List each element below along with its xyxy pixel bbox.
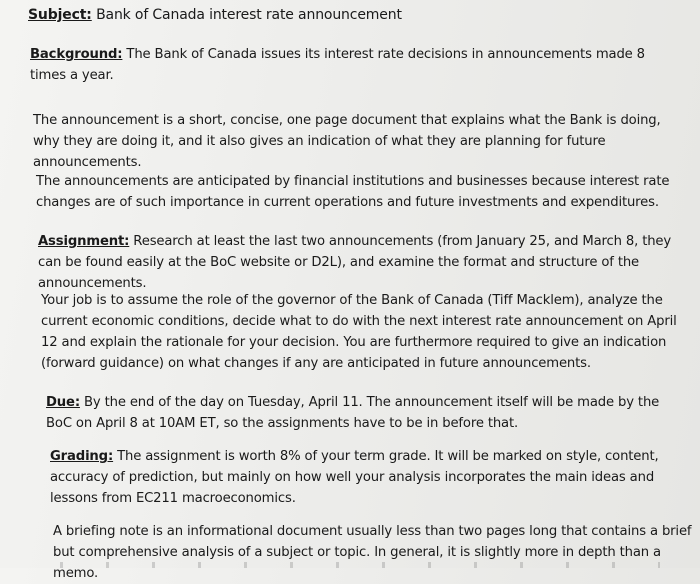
job-paragraph: Your job is to assume the role of the governor of the Bank of Canada (Tiff Macklem), analyze the current economic conditions, decide what to do with the next interest rate announcement on April 12 and explain the rationale for your decision. You are furthermore required to give an indication (forward guidance) on what changes if any are anticipated in future announcements.: [41, 293, 677, 371]
grading-text: The assignment is worth 8% of your term grade. It will be marked on style, content, accuracy of prediction, but mainly on how well your analysis incorporates the main ideas and lessons from EC211 macroeconomics.: [50, 449, 659, 506]
due-text: By the end of the day on Tuesday, April 11. The announcement itself will be made by the BoC on April 8 at 10AM ET, so the assignments have to be in before that.: [46, 395, 660, 431]
background-paragraph: [30, 44, 680, 86]
subject-text: Bank of Canada interest rate announcement: [91, 7, 402, 23]
assignment-text: Research at least the last two announcements (from January 25, and March 8, they can be found easily at the BoC website or D2L), and examine the format and structure of the announcements.: [38, 234, 672, 291]
anticipated-paragraph: The announcements are anticipated by financial institutions and businesses because interest rate changes are of such importance in current operations and future investments and expenditures.: [36, 174, 670, 210]
grading-label: Grading:: [50, 449, 114, 464]
cut-off-text-line: [60, 562, 660, 568]
background-label: Background:: [30, 47, 123, 62]
due-label: Due:: [46, 395, 80, 410]
briefing-paragraph: A briefing note is an informational document usually less than two pages long that contains a brief but comprehensive analysis of a subject or topic. In general, it is slightly more in depth than a memo.: [53, 524, 692, 581]
assignment-label: Assignment:: [38, 234, 130, 249]
due-paragraph: [46, 392, 686, 434]
announcement-paragraph: The announcement is a short, concise, one page document that explains what the Bank is doing, why they are doing it, and it also gives an indication of what they are planning for future announcements.: [33, 113, 661, 170]
subject-label: Subject:: [28, 7, 92, 23]
assignment-paragraph: [38, 231, 688, 294]
subject-line: [28, 5, 678, 26]
background-text: The Bank of Canada issues its interest rate decisions in announcements made 8 times a year.: [30, 47, 645, 83]
grading-paragraph: [50, 446, 690, 509]
